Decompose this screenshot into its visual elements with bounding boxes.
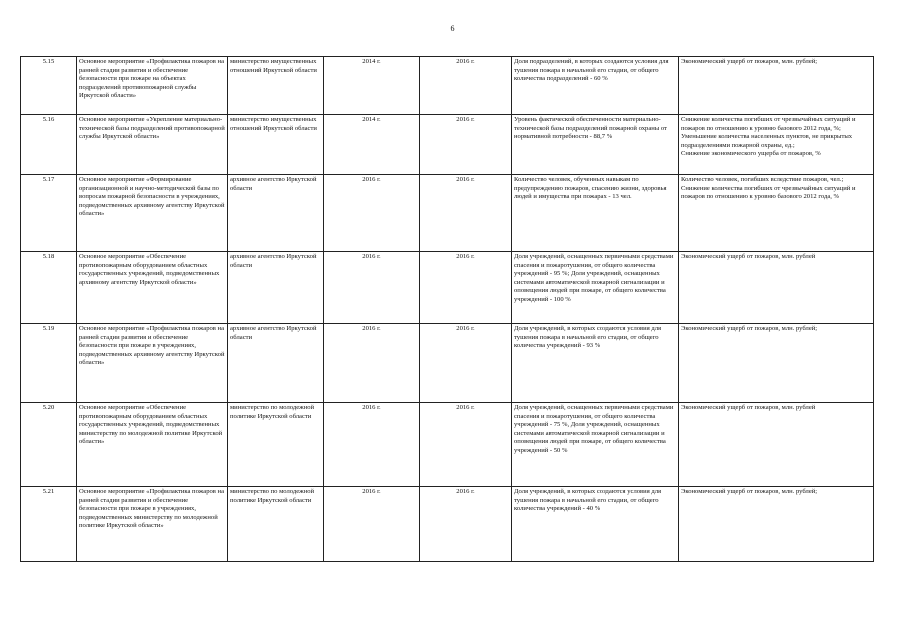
table-row <box>21 324 874 403</box>
result-indicators <box>679 324 874 403</box>
activity-name: Основное мероприятие «Обеспечение противопожарным оборудованием областных государственных учреждений, подведомственных министерству по молодежной политике Иркутской области» <box>77 403 228 487</box>
target-indicator: Доля учреждений, в которых создаются условия для тушения пожара в начальной его стадии, от общего количества учреждений - 40 % <box>512 487 679 562</box>
table-row <box>21 252 874 324</box>
row-number: 5.18 <box>21 252 77 324</box>
result-indicators <box>679 403 874 487</box>
row-number: 5.17 <box>21 175 77 252</box>
result-indicator: Экономический ущерб от пожаров, млн. рублей; <box>681 325 818 332</box>
result-indicator: Количество человек, погибших вследствие пожаров, чел.; <box>681 176 844 183</box>
executor: архивное агентство Иркутской области <box>228 175 324 252</box>
target-indicator: Доля учреждений, оснащенных первичными средствами спасения и пожаротушения, от общего количества учреждений - 95 %; Доля учреждений, оснащенных системами автоматической пожарной сигнализации и оповещения людей при пожаре, от общего количества учреждений - 100 % <box>512 252 679 324</box>
table-row <box>21 57 874 115</box>
result-indicator: Экономический ущерб от пожаров, млн. рублей; <box>681 58 818 65</box>
start-year: 2016 г. <box>324 175 420 252</box>
start-year: 2016 г. <box>324 252 420 324</box>
executor: министерство имущественных отношений Иркутской области <box>228 115 324 175</box>
row-number: 5.19 <box>21 324 77 403</box>
result-indicators <box>679 487 874 562</box>
result-indicators <box>679 175 874 252</box>
target-indicator: Уровень фактической обеспеченности материально-технической базы подразделений пожарной охраны от нормативной потребности - 88,7 % <box>512 115 679 175</box>
activity-name: Основное мероприятие «Профилактика пожаров на ранней стадии развития и обеспечение безопасности при пожаре в учреждениях, подведомственных министерству по молодежной политике Иркутской области» <box>77 487 228 562</box>
start-year: 2014 г. <box>324 115 420 175</box>
activity-name: Основное мероприятие «Формирование организационной и научно-методической базы по вопросам пожарной безопасности в учреждениях, подведомственных архивному агентству Иркутской области» <box>77 175 228 252</box>
activity-name: Основное мероприятие «Укрепление материально-технической базы подразделений противопожарной службы Иркутской области» <box>77 115 228 175</box>
activity-name: Основное мероприятие «Профилактика пожаров на ранней стадии развития и обеспечение безопасности при пожаре на объектах подразделений противопожарной службы Иркутской области» <box>77 57 228 115</box>
start-year: 2016 г. <box>324 403 420 487</box>
start-year: 2014 г. <box>324 57 420 115</box>
end-year: 2016 г. <box>420 175 512 252</box>
end-year: 2016 г. <box>420 324 512 403</box>
start-year: 2016 г. <box>324 324 420 403</box>
executor: министерство по молодежной политике Иркутской области <box>228 403 324 487</box>
program-activities-table <box>20 56 874 562</box>
executor: архивное агентство Иркутской области <box>228 252 324 324</box>
result-indicator: Уменьшение количества населенных пунктов, не прикрытых подразделениями пожарной охраны, ед.; <box>681 133 853 149</box>
end-year: 2016 г. <box>420 115 512 175</box>
end-year: 2016 г. <box>420 57 512 115</box>
row-number: 5.21 <box>21 487 77 562</box>
target-indicator: Доля учреждений, оснащенных первичными средствами спасения и пожаротушения, от общего количества учреждений - 75 %, Доля учреждений, оснащенных системами автоматической пожарной сигнализации и оповещения людей при пожаре, от общего количества учреждений - 50 % <box>512 403 679 487</box>
end-year: 2016 г. <box>420 252 512 324</box>
target-indicator: Доля учреждений, в которых создаются условия для тушения пожара в начальной его стадии, от общего количества учреждений - 93 % <box>512 324 679 403</box>
result-indicators <box>679 252 874 324</box>
activity-name: Основное мероприятие «Профилактика пожаров на ранней стадии развития и обеспечение безопасности при пожаре в учреждениях, подведомственных архивному агентству Иркутской области» <box>77 324 228 403</box>
result-indicator: Снижение количества погибших от чрезвычайных ситуаций и пожаров по отношению к уровню базового 2012 года, % <box>681 184 856 201</box>
executor: министерство имущественных отношений Иркутской области <box>228 57 324 115</box>
result-indicator: Экономический ущерб от пожаров, млн. рублей; <box>681 488 818 495</box>
activity-name: Основное мероприятие «Обеспечение противопожарным оборудованием областных государственных учреждений, подведомственных архивному агентству Иркутской области» <box>77 252 228 324</box>
result-indicators <box>679 57 874 115</box>
result-indicator: Снижение количества погибших от чрезвычайных ситуаций и пожаров по отношению к уровню базового 2012 года, %; <box>681 116 856 132</box>
row-number: 5.20 <box>21 403 77 487</box>
result-indicator: Экономический ущерб от пожаров, млн. рублей <box>681 404 816 411</box>
target-indicator: Доля подразделений, в которых создаются условия для тушения пожара в начальной его стадии, от общего количества подразделений - 60 % <box>512 57 679 115</box>
page-number: 6 <box>450 24 455 33</box>
result-indicator: Снижение экономического ущерба от пожаров, % <box>681 150 821 158</box>
table-row <box>21 175 874 252</box>
row-number: 5.15 <box>21 57 77 115</box>
target-indicator: Количество человек, обученных навыкам по предупреждению пожаров, спасению жизни, здоровья людей и имущества при пожарах - 13 чел. <box>512 175 679 252</box>
table-row <box>21 403 874 487</box>
result-indicator: Экономический ущерб от пожаров, млн. рублей <box>681 253 816 260</box>
result-indicators <box>679 115 874 175</box>
table-row <box>21 487 874 562</box>
executor: архивное агентство Иркутской области <box>228 324 324 403</box>
start-year: 2016 г. <box>324 487 420 562</box>
table-row <box>21 115 874 175</box>
end-year: 2016 г. <box>420 487 512 562</box>
executor: министерство по молодежной политике Иркутской области <box>228 487 324 562</box>
row-number: 5.16 <box>21 115 77 175</box>
end-year: 2016 г. <box>420 403 512 487</box>
